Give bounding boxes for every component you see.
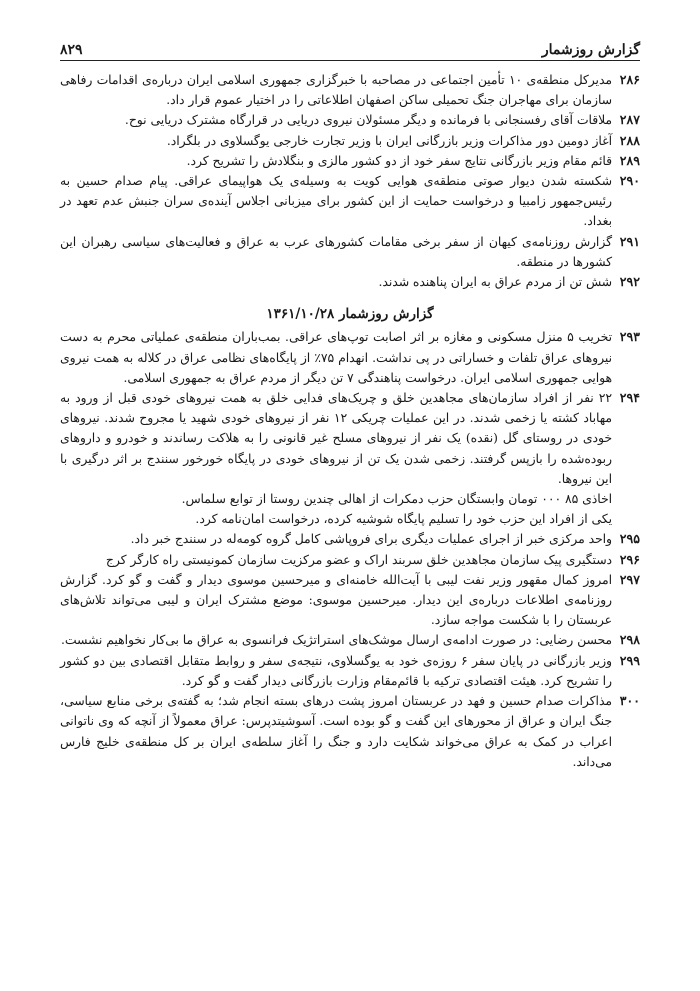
entry-number: ۲۹۹ bbox=[619, 652, 640, 668]
header-title: گزارش روزشمار bbox=[541, 42, 640, 58]
entry-number: ۲۹۵ bbox=[619, 531, 640, 547]
entry-294-sub-paragraph-2: یکی از افراد این حزب خود را تسلیم پایگاه شوشیه کرده، درخواست امان‌نامه کرد. bbox=[195, 512, 612, 527]
entry-number: ۳۰۰ bbox=[619, 693, 640, 709]
entry-text: قائم مقام وزیر بازرگانی نتایج سفر خود از دو کشور مالزی و بنگلادش را تشریح کرد. bbox=[186, 153, 612, 168]
entry-text: تخریب ۵ منزل مسکونی و مغازه بر اثر اصابت توپ‌های عراقی. بمب‌باران منطقه‌ی عملیاتی محرم به دست نیروهای عراق تلفات و خساراتی در پی نداشت. انهدام ۷۵٪ از پایگاه‌های نظامی عراق در کلاله به همت نیروی هوایی جمهوری اسلامی ایران. درخواست پناهندگی ۷ تن دیگر از مردم عراق به جمهوری اسلامی. bbox=[60, 330, 612, 385]
entry-298 bbox=[60, 630, 640, 650]
entry-296 bbox=[60, 550, 640, 570]
entry-text: ۲۲ نفر از افراد سازمان‌های مجاهدین خلق و چریک‌های فدایی خلق به همت نیروهای خودی قبل از ورود به مهاباد کشته یا زخمی شدند. در این عملیات چریکی ۱۲ نفر از نیروهای خودی شهید یا مجروح شدند. نیروهای خودی در روستای گل (نقده) یک نفر از نیروهای مسلح غیر قانونی را به هلاکت رساندند و خودرو و داروهای ربوده‌شده را بازپس گرفتند. زخمی شدن یک تن از نیروهای خودی در پایگاه خورخور سنندج بر اثر درگیری با این نیروها. bbox=[60, 391, 612, 486]
entry-text: محسن رضایی: در صورت ادامه‌ی ارسال موشک‌های استراتژیک فرانسوی به عراق ما بی‌کار نخواهیم نشست. bbox=[60, 633, 612, 648]
entry-number: ۲۸۶ bbox=[619, 72, 640, 87]
entry-text: امروز کمال مقهور وزیر نفت لیبی با آیت‌الله خامنه‌ای و میرحسین موسوی دیدار و گفت و گو کرد. گزارش روزنامه‌ی اطلاعات درباره‌ی این دیدار. میرحسین موسوی: موضع مشترک ایران و لیبی می‌تواند تلاش‌های عربستان را با شکست مواجه سازد. bbox=[60, 572, 612, 628]
entry-text: واحد مرکزی خبر از اجرای عملیات دیگری برای فروپاشی کامل گروه کومه‌له در سنندج خبر داد. bbox=[130, 532, 612, 547]
entry-294-sub-paragraph-1: اخاذی ۸۵ ۰۰۰ تومان وابستگان حزب دمکرات از اهالی چندین روستا از توابع سلماس. bbox=[181, 492, 612, 507]
entry-text: ملاقات آقای رفسنجانی با فرمانده و دیگر مسئولان نیروی دریایی در قرارگاه مشترک دریایی نوح. bbox=[124, 113, 612, 128]
entry-number: ۲۸۸ bbox=[619, 132, 640, 148]
entry-287 bbox=[60, 110, 640, 130]
entry-text: شش تن از مردم عراق به ایران پناهنده شدند. bbox=[378, 275, 612, 290]
entry-number: ۲۹۴ bbox=[619, 390, 640, 406]
entry-text: آغاز دومین دور مذاکرات وزیر بازرگانی ایران با وزیر تجارت خارجی یوگسلاوی در بلگراد. bbox=[166, 133, 612, 148]
entry-number: ۲۹۲ bbox=[619, 274, 640, 290]
entry-number: ۲۹۶ bbox=[619, 551, 640, 567]
entry-number: ۲۹۱ bbox=[619, 233, 640, 249]
entry-291 bbox=[60, 232, 640, 272]
entry-286 bbox=[60, 70, 640, 110]
entry-text: مذاکرات صدام حسین و فهد در عربستان امروز پشت درهای بسته انجام شد؛ به گفته‌ی برخی منابع سیاسی، جنگ ایران و عراق از محورهای این گفت و گو بوده است. آسوشیتدپرس: عراق معمولاً از آنچه که وی ناتوانی اعراب در کمک به عراق می‌خواند شکایت دارد و جنگ را آغاز سلطه‌ی ایران بر کل منطقه‌ی خلیج فارس می‌داند. bbox=[60, 694, 612, 769]
entry-288 bbox=[60, 131, 640, 151]
entry-294 bbox=[60, 388, 640, 489]
header-rule bbox=[60, 60, 640, 61]
running-header bbox=[60, 34, 640, 58]
entry-297 bbox=[60, 570, 640, 631]
entry-text: مدیرکل منطقه‌ی ۱۰ تأمین اجتماعی در مصاحبه با خبرگزاری جمهوری اسلامی ایران درباره‌ی اقدامات رفاهی سازمان برای مهاجران جنگ تحمیلی ساکن اصفهان اطلاعاتی را در اختیار عموم قرار داد. bbox=[60, 73, 612, 108]
entry-text: دستگیری پیک سازمان مجاهدین خلق سربند اراک و عضو مرکزیت سازمان کمونیستی راه کارگر کرج bbox=[105, 552, 612, 567]
section-title: گزارش روزشمار ۱۳۶۱/۱۰/۲۸ bbox=[266, 306, 434, 323]
entry-299 bbox=[60, 651, 640, 691]
entry-290 bbox=[60, 171, 640, 232]
page-number: ۸۲۹ bbox=[60, 42, 83, 58]
entry-295 bbox=[60, 529, 640, 549]
entry-293 bbox=[60, 327, 640, 388]
entry-number: ۲۸۹ bbox=[619, 152, 640, 168]
entry-292 bbox=[60, 272, 640, 292]
entry-text: شکسته شدن دیوار صوتی منطقه‌ی هوایی کویت به وسیله‌ی یک هواپیمای عراقی. پیام صدام حسین به رئیس‌جمهور زامبیا و درخواست حمایت از این کشور برای میزبانی اجلاس آینده‌ی سران جنبش عدم تعهد در بغداد. bbox=[60, 174, 612, 229]
entry-number: ۲۹۰ bbox=[619, 173, 640, 189]
entry-number: ۲۸۷ bbox=[619, 112, 640, 128]
entry-text: وزیر بازرگانی در پایان سفر ۶ روزه‌ی خود به یوگسلاوی، نتیجه‌ی سفر و روابط متقابل اقتصادی بین دو کشور را تشریح کرد. هیئت اقتصادی ترکیه با قائم‌مقام وزارت بازرگانی دیدار گفت و گو کرد. bbox=[60, 653, 612, 688]
entry-text: گزارش روزنامه‌ی کیهان از سفر برخی مقامات کشورهای عرب به عراق و فعالیت‌های سیاسی رهبران این کشورها در منطقه. bbox=[60, 234, 612, 269]
page-body bbox=[60, 70, 640, 772]
entry-number: ۲۹۸ bbox=[619, 632, 640, 648]
entry-289 bbox=[60, 151, 640, 171]
entry-number: ۲۹۷ bbox=[619, 571, 640, 587]
entry-300 bbox=[60, 691, 640, 772]
entry-number: ۲۹۳ bbox=[619, 329, 640, 345]
